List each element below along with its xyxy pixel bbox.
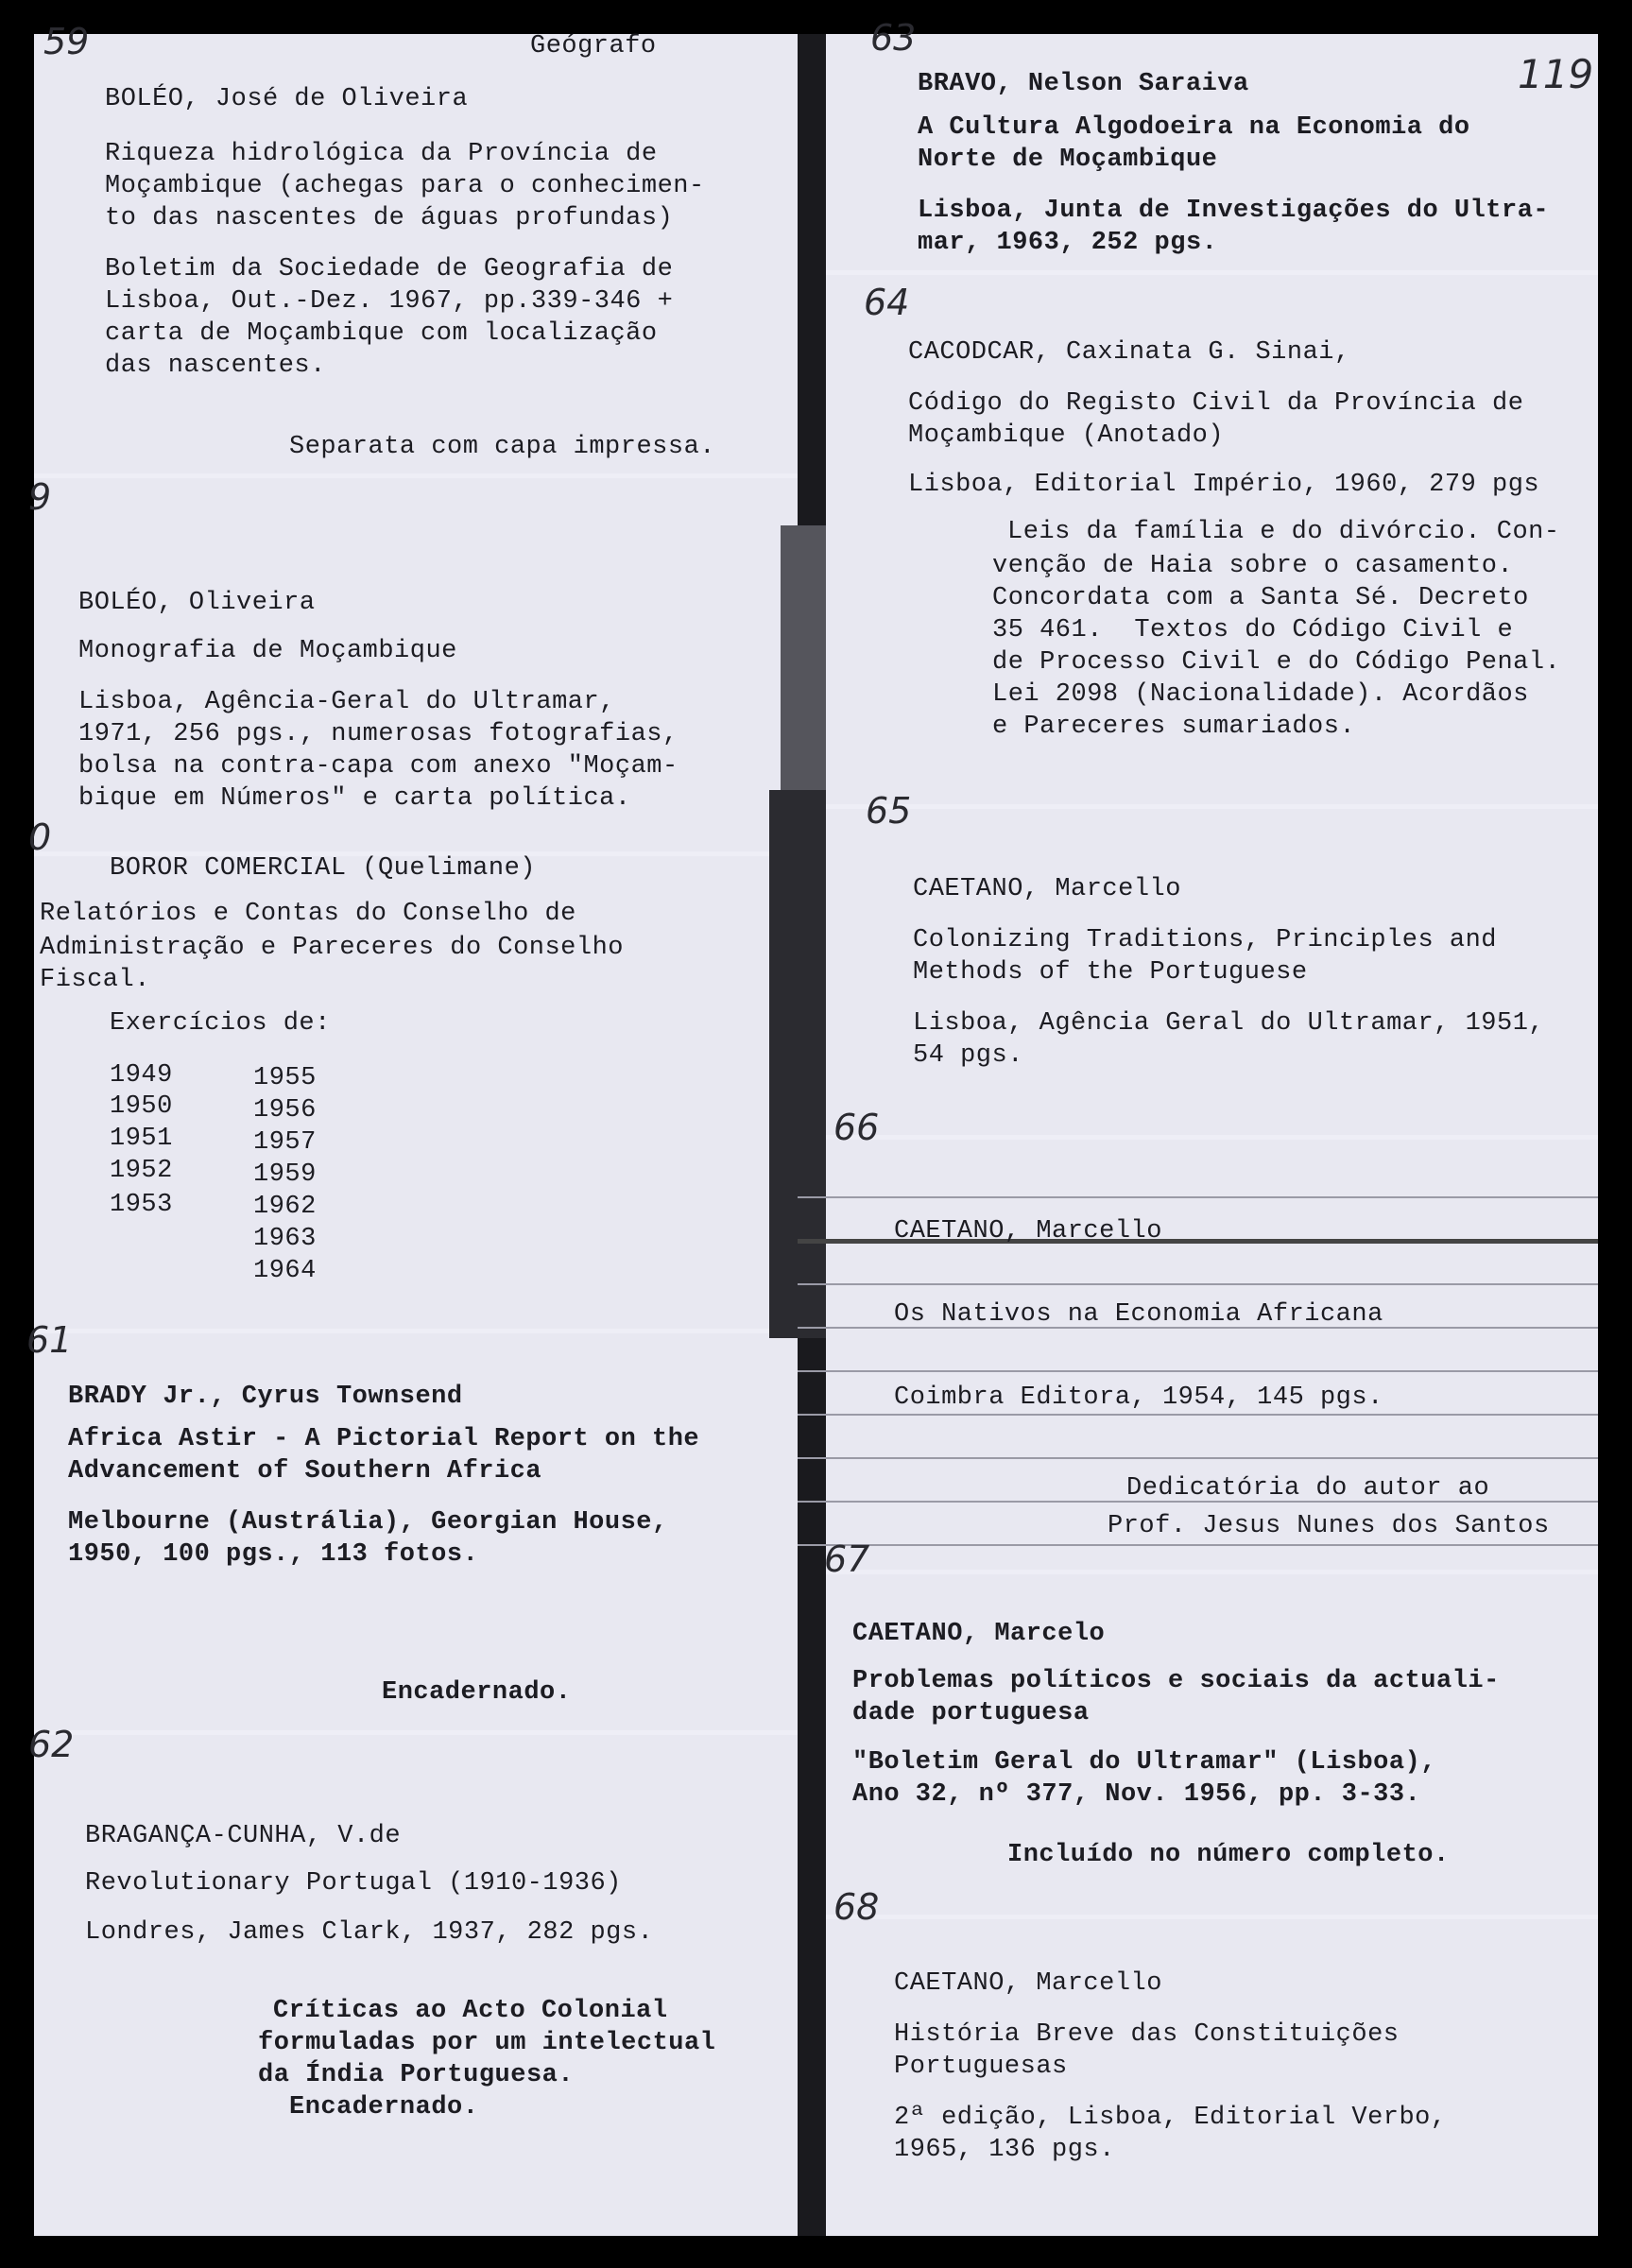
header-title: Geógrafo xyxy=(530,32,657,60)
year: 1955 xyxy=(253,1064,317,1092)
year: 1957 xyxy=(253,1128,317,1157)
entry-note: Incluído no número completo. xyxy=(1007,1841,1450,1869)
entry-number: 63 xyxy=(870,17,917,59)
entry-title: dade portuguesa xyxy=(852,1699,1090,1727)
entry-title: História Breve das Constituições xyxy=(894,2020,1400,2049)
entry-number: 0 xyxy=(28,816,52,858)
card-rule xyxy=(798,1283,1598,1285)
scanned-page xyxy=(26,17,1598,2236)
entry-title: Código do Registo Civil da Província de xyxy=(908,389,1524,418)
exercicios-label: Exercícios de: xyxy=(110,1009,331,1038)
entry-note: Encadernado. xyxy=(382,1678,572,1707)
entry-number: 9 xyxy=(28,476,52,518)
entry-pub: Londres, James Clark, 1937, 282 pgs. xyxy=(85,1918,654,1947)
entry-title: Relatórios e Contas do Conselho de xyxy=(40,900,576,928)
entry-pub: Coimbra Editora, 1954, 145 pgs. xyxy=(894,1383,1383,1412)
card-rule xyxy=(798,1544,1598,1546)
entry-pub: Lisboa, Agência Geral do Ultramar, 1951, xyxy=(913,1009,1545,1038)
entry-title: Moçambique (achegas para o conhecimen- xyxy=(105,172,705,200)
entry-author: BOROR COMERCIAL (Quelimane) xyxy=(110,854,536,883)
entry-note: Separata com capa impressa. xyxy=(289,433,715,461)
entry-note: e Pareceres sumariados. xyxy=(992,713,1356,741)
entry-note: venção de Haia sobre o casamento. xyxy=(992,552,1514,580)
entry-title: Revolutionary Portugal (1910-1936) xyxy=(85,1869,622,1898)
year: 1962 xyxy=(253,1193,317,1221)
card-rule xyxy=(798,1414,1598,1416)
entry-pub: bique em Números" e carta política. xyxy=(78,784,631,813)
entry-title: Monografia de Moçambique xyxy=(78,637,457,665)
entry-author: CAETANO, Marcello xyxy=(894,1217,1162,1246)
entry-author: CACODCAR, Caxinata G. Sinai, xyxy=(908,338,1350,367)
entry-title: to das nascentes de águas profundas) xyxy=(105,204,674,232)
entry-author: CAETANO, Marcelo xyxy=(852,1620,1106,1648)
entry-note: Lei 2098 (Nacionalidade). Acordãos xyxy=(992,680,1529,709)
entry-title: Colonizing Traditions, Principles and xyxy=(913,926,1497,954)
entry-author: CAETANO, Marcello xyxy=(894,1969,1162,1998)
card-braganca xyxy=(34,1735,798,2236)
entry-pub: 1971, 256 pgs., numerosas fotografias, xyxy=(78,720,679,748)
entry-note: Prof. Jesus Nunes dos Santos xyxy=(1108,1512,1550,1540)
entry-note: 35 461. Textos do Código Civil e xyxy=(992,616,1514,644)
entry-pub: mar, 1963, 252 pgs. xyxy=(918,229,1218,257)
entry-number: 65 xyxy=(866,790,912,832)
entry-author: CAETANO, Marcello xyxy=(913,875,1181,903)
entry-note: da Índia Portuguesa. xyxy=(258,2061,575,2089)
entry-pub: das nascentes. xyxy=(105,352,326,380)
column-divider-shadow-dark xyxy=(769,790,826,1338)
year: 1963 xyxy=(253,1225,317,1253)
entry-title: Os Nativos na Economia Africana xyxy=(894,1300,1383,1329)
year: 1951 xyxy=(110,1125,173,1153)
entry-pub: 1950, 100 pgs., 113 fotos. xyxy=(68,1540,479,1569)
entry-author: BOLÉO, José de Oliveira xyxy=(105,85,469,113)
entry-title: Riqueza hidrológica da Província de xyxy=(105,140,658,168)
card-rule xyxy=(798,1457,1598,1459)
entry-note: de Processo Civil e do Código Penal. xyxy=(992,648,1561,677)
year: 1949 xyxy=(110,1061,173,1090)
year: 1959 xyxy=(253,1160,317,1189)
entry-author: BRADY Jr., Cyrus Townsend xyxy=(68,1383,463,1411)
year: 1950 xyxy=(110,1092,173,1121)
entry-pub: carta de Moçambique com localização xyxy=(105,319,658,348)
entry-title: Fiscal. xyxy=(40,966,150,994)
card-caetano-66 xyxy=(798,1140,1598,1570)
entry-pub: Boletim da Sociedade de Geografia de xyxy=(105,255,674,284)
entry-title: Advancement of Southern Africa xyxy=(68,1457,542,1486)
entry-pub: bolsa na contra-capa com anexo "Moçam- xyxy=(78,752,679,781)
entry-title: Portuguesas xyxy=(894,2053,1068,2081)
year: 1952 xyxy=(110,1157,173,1185)
entry-note: Críticas ao Acto Colonial xyxy=(273,1997,668,2025)
entry-pub: Lisboa, Agência-Geral do Ultramar, xyxy=(78,688,615,716)
entry-pub: 1965, 136 pgs. xyxy=(894,2136,1115,2164)
entry-title: A Cultura Algodoeira na Economia do xyxy=(918,113,1470,142)
entry-note: Encadernado. xyxy=(289,2093,479,2122)
entry-note: Leis da família e do divórcio. Con- xyxy=(1007,518,1560,546)
entry-title: Administração e Pareceres do Conselho xyxy=(40,934,624,962)
entry-pub: 54 pgs. xyxy=(913,1041,1023,1070)
entry-number: 64 xyxy=(864,282,910,323)
entry-number: 62 xyxy=(28,1724,75,1765)
page-number: 119 xyxy=(1518,51,1594,97)
entry-pub: Lisboa, Out.-Dez. 1967, pp.339-346 + xyxy=(105,287,674,316)
entry-number: 67 xyxy=(824,1538,870,1580)
entry-number: 68 xyxy=(833,1886,880,1928)
entry-author: BRAGANÇA-CUNHA, V.de xyxy=(85,1822,402,1850)
entry-pub: Ano 32, nº 377, Nov. 1956, pp. 3-33. xyxy=(852,1780,1421,1809)
year: 1953 xyxy=(110,1191,173,1219)
entry-pub: "Boletim Geral do Ultramar" (Lisboa), xyxy=(852,1748,1436,1777)
entry-title: Africa Astir - A Pictorial Report on the xyxy=(68,1425,700,1453)
year: 1964 xyxy=(253,1257,317,1285)
card-rule xyxy=(798,1196,1598,1198)
entry-pub: Lisboa, Editorial Império, 1960, 279 pgs xyxy=(908,471,1540,499)
entry-author: BOLÉO, Oliveira xyxy=(78,589,316,617)
entry-note: Dedicatória do autor ao xyxy=(1126,1474,1490,1503)
card-rule xyxy=(798,1370,1598,1372)
entry-number: 61 xyxy=(26,1319,73,1361)
entry-pub: Melbourne (Austrália), Georgian House, xyxy=(68,1508,668,1537)
column-divider-shadow xyxy=(781,525,826,809)
entry-title: Norte de Moçambique xyxy=(918,146,1218,174)
entry-title: Problemas políticos e sociais da actuali- xyxy=(852,1667,1500,1695)
entry-note: Concordata com a Santa Sé. Decreto xyxy=(992,584,1529,612)
entry-pub: 2ª edição, Lisboa, Editorial Verbo, xyxy=(894,2104,1447,2132)
year: 1956 xyxy=(253,1096,317,1125)
entry-title: Moçambique (Anotado) xyxy=(908,421,1225,450)
entry-author: BRAVO, Nelson Saraiva xyxy=(918,70,1249,98)
entry-note: formuladas por um intelectual xyxy=(258,2029,716,2057)
entry-title: Methods of the Portuguese xyxy=(913,958,1308,987)
entry-number: 66 xyxy=(833,1107,880,1148)
entry-number: 59 xyxy=(43,21,90,62)
entry-pub: Lisboa, Junta de Investigações do Ultra- xyxy=(918,197,1550,225)
